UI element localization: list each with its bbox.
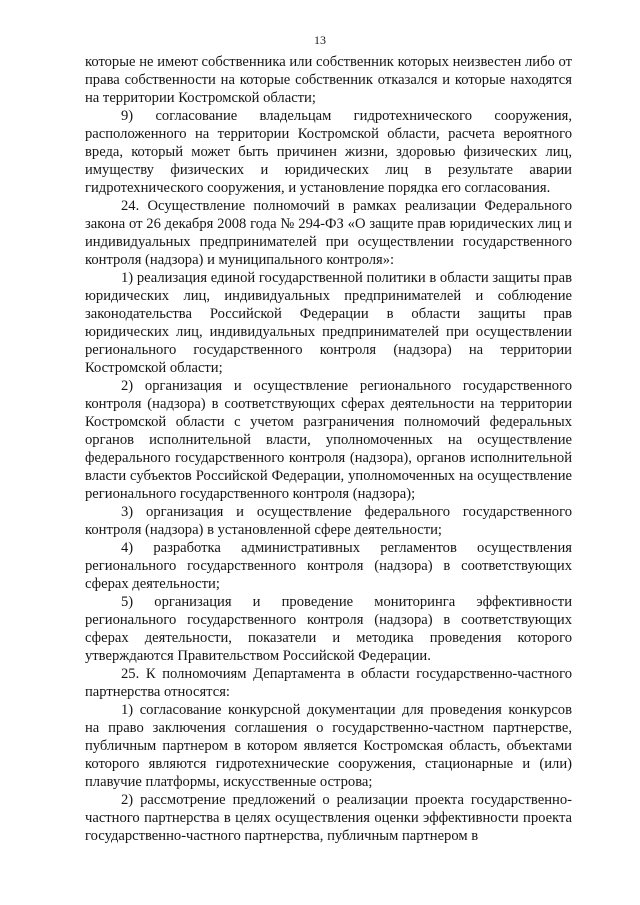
page-number: 13 [314,33,326,47]
paragraph-item-9-hydrotechnical-approval: 9) согласование владельцам гидротехнического сооружения, расположенного на территории Костромской области, расчета вероятного вреда, который может быть причинен жизни, здоровью физических лиц, имуществу физических и юридических лиц в результате аварии гидротехнического сооружения, и установление порядка его согласования. [85,108,572,196]
paragraph-24-item-3: 3) организация и осуществление федерального государственного контроля (надзора) в установленной сфере деятельности; [85,504,572,538]
paragraph-25-item-2: 2) рассмотрение предложений о реализации проекта государственно-частного партнерства в целях осуществления оценки эффективности проекта государственно-частного партнерства, публичным партнером в [85,792,572,844]
paragraph-continuation: которые не имеют собственника или собственник которых неизвестен либо от права собственности на которые собственник отказался и которые находятся на территории Костромской области; [85,54,572,106]
paragraph-section-25: 25. К полномочиям Департамента в области государственно-частного партнерства относятся: [85,666,572,700]
paragraph-section-24: 24. Осуществление полномочий в рамках реализации Федерального закона от 26 декабря 2008 года № 294-ФЗ «О защите прав юридических лиц и индивидуальных предпринимателей при осуществлении государственного контроля (надзора) и муниципального контроля»: [85,198,572,268]
paragraph-24-item-2: 2) организация и осуществление регионального государственного контроля (надзора) в соответствующих сферах деятельности на территории Костромской области с учетом разграничения полномочий федеральных органов исполнительной власти, уполномоченных на осуществление федерального государственного контроля (надзора), органов исполнительной власти субъектов Российской Федерации, уполномоченных на осуществление регионального государственного контроля (надзора); [85,378,572,502]
paragraph-25-item-1: 1) согласование конкурсной документации для проведения конкурсов на право заключения соглашения о государственно-частном партнерстве, публичным партнером в котором является Костромская область, объектами которого являются гидротехнические сооружения, стационарные и (или) плавучие платформы, искусственные острова; [85,702,572,790]
paragraph-24-item-4: 4) разработка административных регламентов осуществления регионального государственного контроля (надзора) в соответствующих сферах деятельности; [85,540,572,592]
paragraph-24-item-5: 5) организация и проведение мониторинга эффективности регионального государственного контроля (надзора) в соответствующих сферах деятельности, показатели и методика проведения которого утверждаются Правительством Российской Федерации. [85,594,572,664]
document-body [85,53,572,845]
paragraph-24-item-1: 1) реализация единой государственной политики в области защиты прав юридических лиц, индивидуальных предпринимателей и соблюдение законодательства Российской Федерации в области защиты прав юридических лиц, индивидуальных предпринимателей при осуществлении регионального государственного контроля (надзора) на территории Костромской области; [85,270,572,376]
